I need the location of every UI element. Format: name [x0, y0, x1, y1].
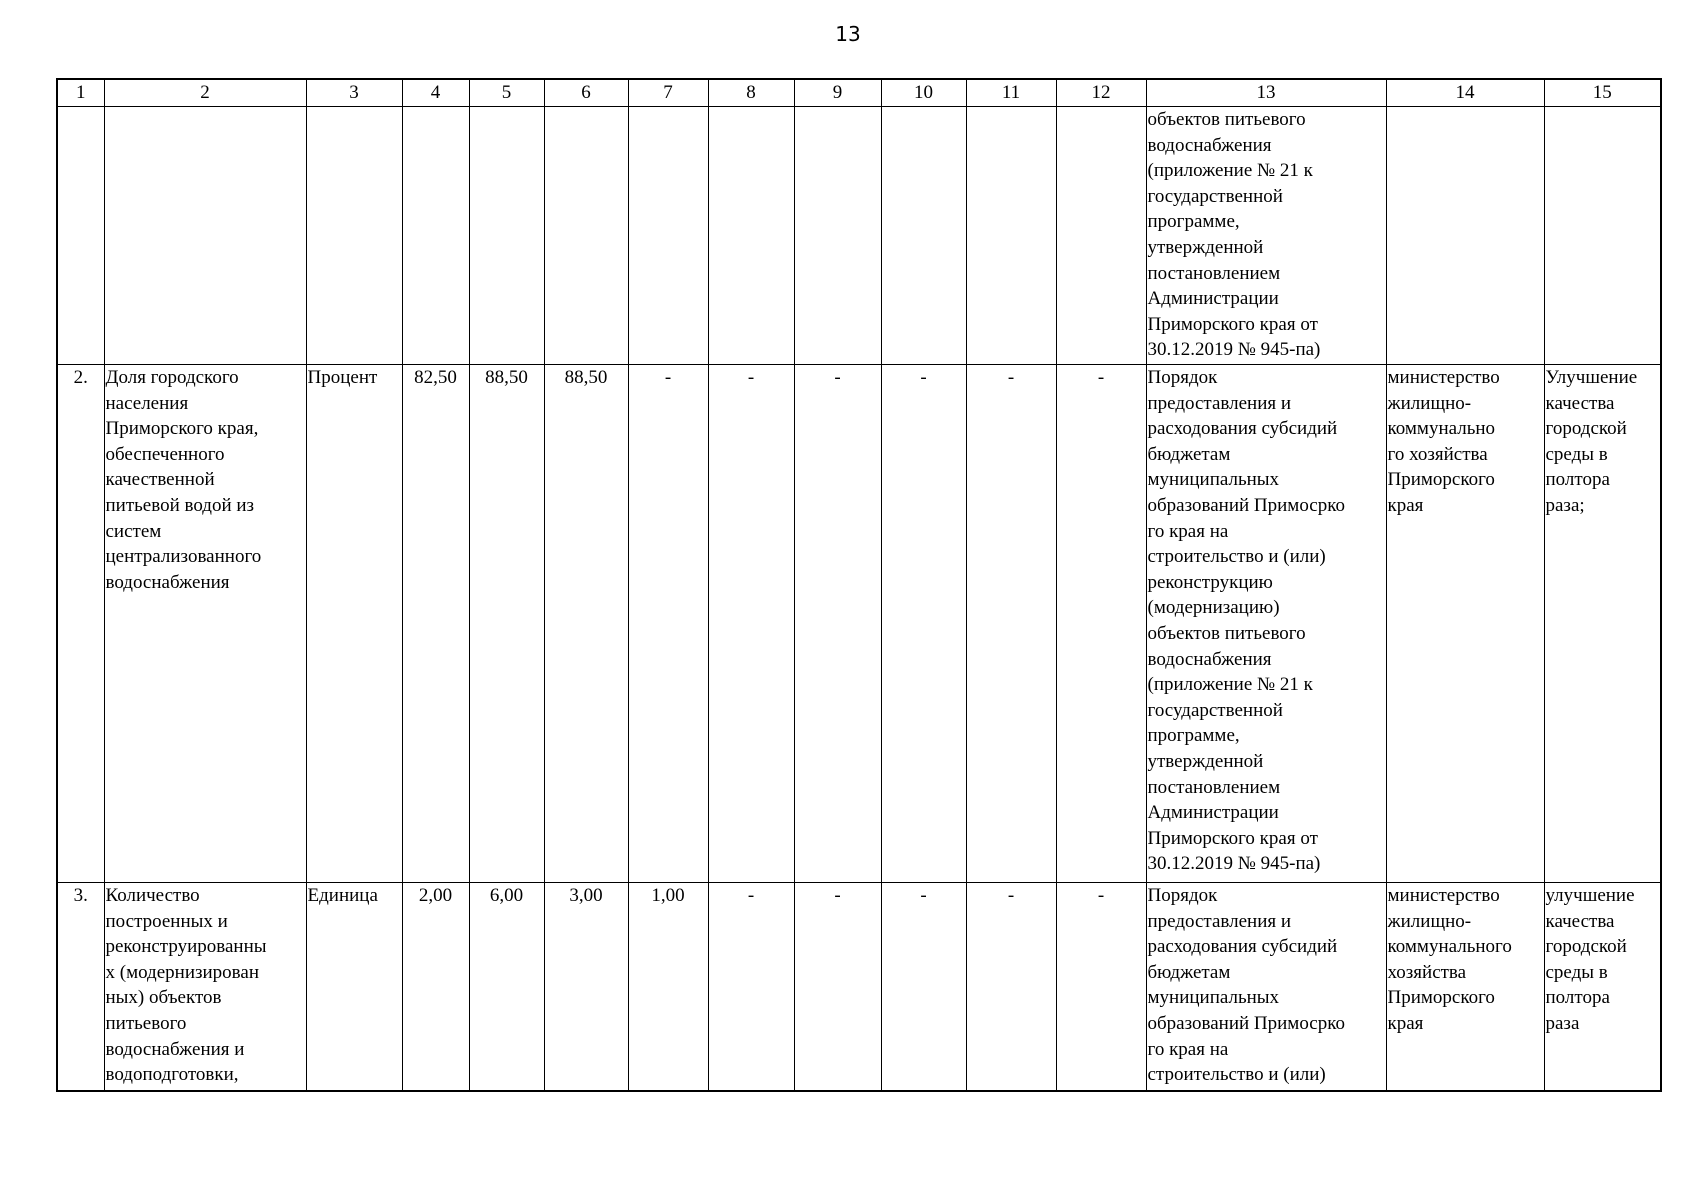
value-col-11: - — [966, 365, 1056, 883]
table-row — [57, 107, 1661, 365]
value-col-9: - — [794, 883, 881, 1091]
value-col-7: 1,00 — [628, 883, 708, 1091]
unit: Процент — [306, 365, 402, 883]
value-col-12: - — [1056, 883, 1146, 1091]
unit: Единица — [306, 883, 402, 1091]
col-header-3: 3 — [306, 79, 402, 107]
value-col-11 — [966, 107, 1056, 365]
expected-result: улучшение качества городской среды в полтора раза — [1544, 883, 1661, 1091]
value-col-10 — [881, 107, 966, 365]
col-header-1: 1 — [57, 79, 104, 107]
value-col-6 — [544, 107, 628, 365]
table-row — [57, 365, 1661, 883]
col-header-13: 13 — [1146, 79, 1386, 107]
value-col-7: - — [628, 365, 708, 883]
value-col-12 — [1056, 107, 1146, 365]
source-document: Порядок предоставления и расходования субсидий бюджетам муниципальных образований Примосрко го края на строительство и (или) — [1146, 883, 1386, 1091]
value-col-5 — [469, 107, 544, 365]
header-row — [57, 79, 1661, 107]
table-row — [57, 883, 1661, 1091]
responsible-body: министерство жилищно- коммунально го хозяйства Приморского края — [1386, 365, 1544, 883]
col-header-8: 8 — [708, 79, 794, 107]
source-document: объектов питьевого водоснабжения (приложение № 21 к государственной программе, утвержденной постановлением Администрации Приморского края от 30.12.2019 № 945-па) — [1146, 107, 1386, 365]
indicator-name: Количество построенных и реконструированны х (модернизирован ных) объектов питьевого водоснабжения и водоподготовки, — [104, 883, 306, 1091]
value-col-6: 3,00 — [544, 883, 628, 1091]
unit — [306, 107, 402, 365]
expected-result: Улучшение качества городской среды в полтора раза; — [1544, 365, 1661, 883]
col-header-9: 9 — [794, 79, 881, 107]
value-col-4: 82,50 — [402, 365, 469, 883]
row-number: 2. — [57, 365, 104, 883]
col-header-10: 10 — [881, 79, 966, 107]
value-col-7 — [628, 107, 708, 365]
col-header-12: 12 — [1056, 79, 1146, 107]
col-header-2: 2 — [104, 79, 306, 107]
col-header-4: 4 — [402, 79, 469, 107]
value-col-4: 2,00 — [402, 883, 469, 1091]
col-header-5: 5 — [469, 79, 544, 107]
col-header-14: 14 — [1386, 79, 1544, 107]
row-number — [57, 107, 104, 365]
page-number: 13 — [835, 22, 861, 46]
col-header-11: 11 — [966, 79, 1056, 107]
value-col-9: - — [794, 365, 881, 883]
col-header-6: 6 — [544, 79, 628, 107]
value-col-10: - — [881, 365, 966, 883]
value-col-5: 6,00 — [469, 883, 544, 1091]
value-col-8 — [708, 107, 794, 365]
responsible-body — [1386, 107, 1544, 365]
expected-result — [1544, 107, 1661, 365]
indicator-name: Доля городского населения Приморского края, обеспеченного качественной питьевой водой из систем централизованного водоснабжения — [104, 365, 306, 883]
value-col-6: 88,50 — [544, 365, 628, 883]
indicator-name — [104, 107, 306, 365]
value-col-4 — [402, 107, 469, 365]
value-col-10: - — [881, 883, 966, 1091]
row-number: 3. — [57, 883, 104, 1091]
responsible-body: министерство жилищно- коммунального хозяйства Приморского края — [1386, 883, 1544, 1091]
value-col-9 — [794, 107, 881, 365]
value-col-8: - — [708, 883, 794, 1091]
value-col-8: - — [708, 365, 794, 883]
value-col-5: 88,50 — [469, 365, 544, 883]
source-document: Порядок предоставления и расходования субсидий бюджетам муниципальных образований Примосрко го края на строительство и (или) реконструкцию (модернизацию) объектов питьевого водоснабжения (приложение № 21 к государственной программе, утвержденной постановлением Администрации Приморского края от 30.12.2019 № 945-па) — [1146, 365, 1386, 883]
value-col-11: - — [966, 883, 1056, 1091]
col-header-7: 7 — [628, 79, 708, 107]
value-col-12: - — [1056, 365, 1146, 883]
indicators-table — [56, 78, 1662, 1092]
col-header-15: 15 — [1544, 79, 1661, 107]
